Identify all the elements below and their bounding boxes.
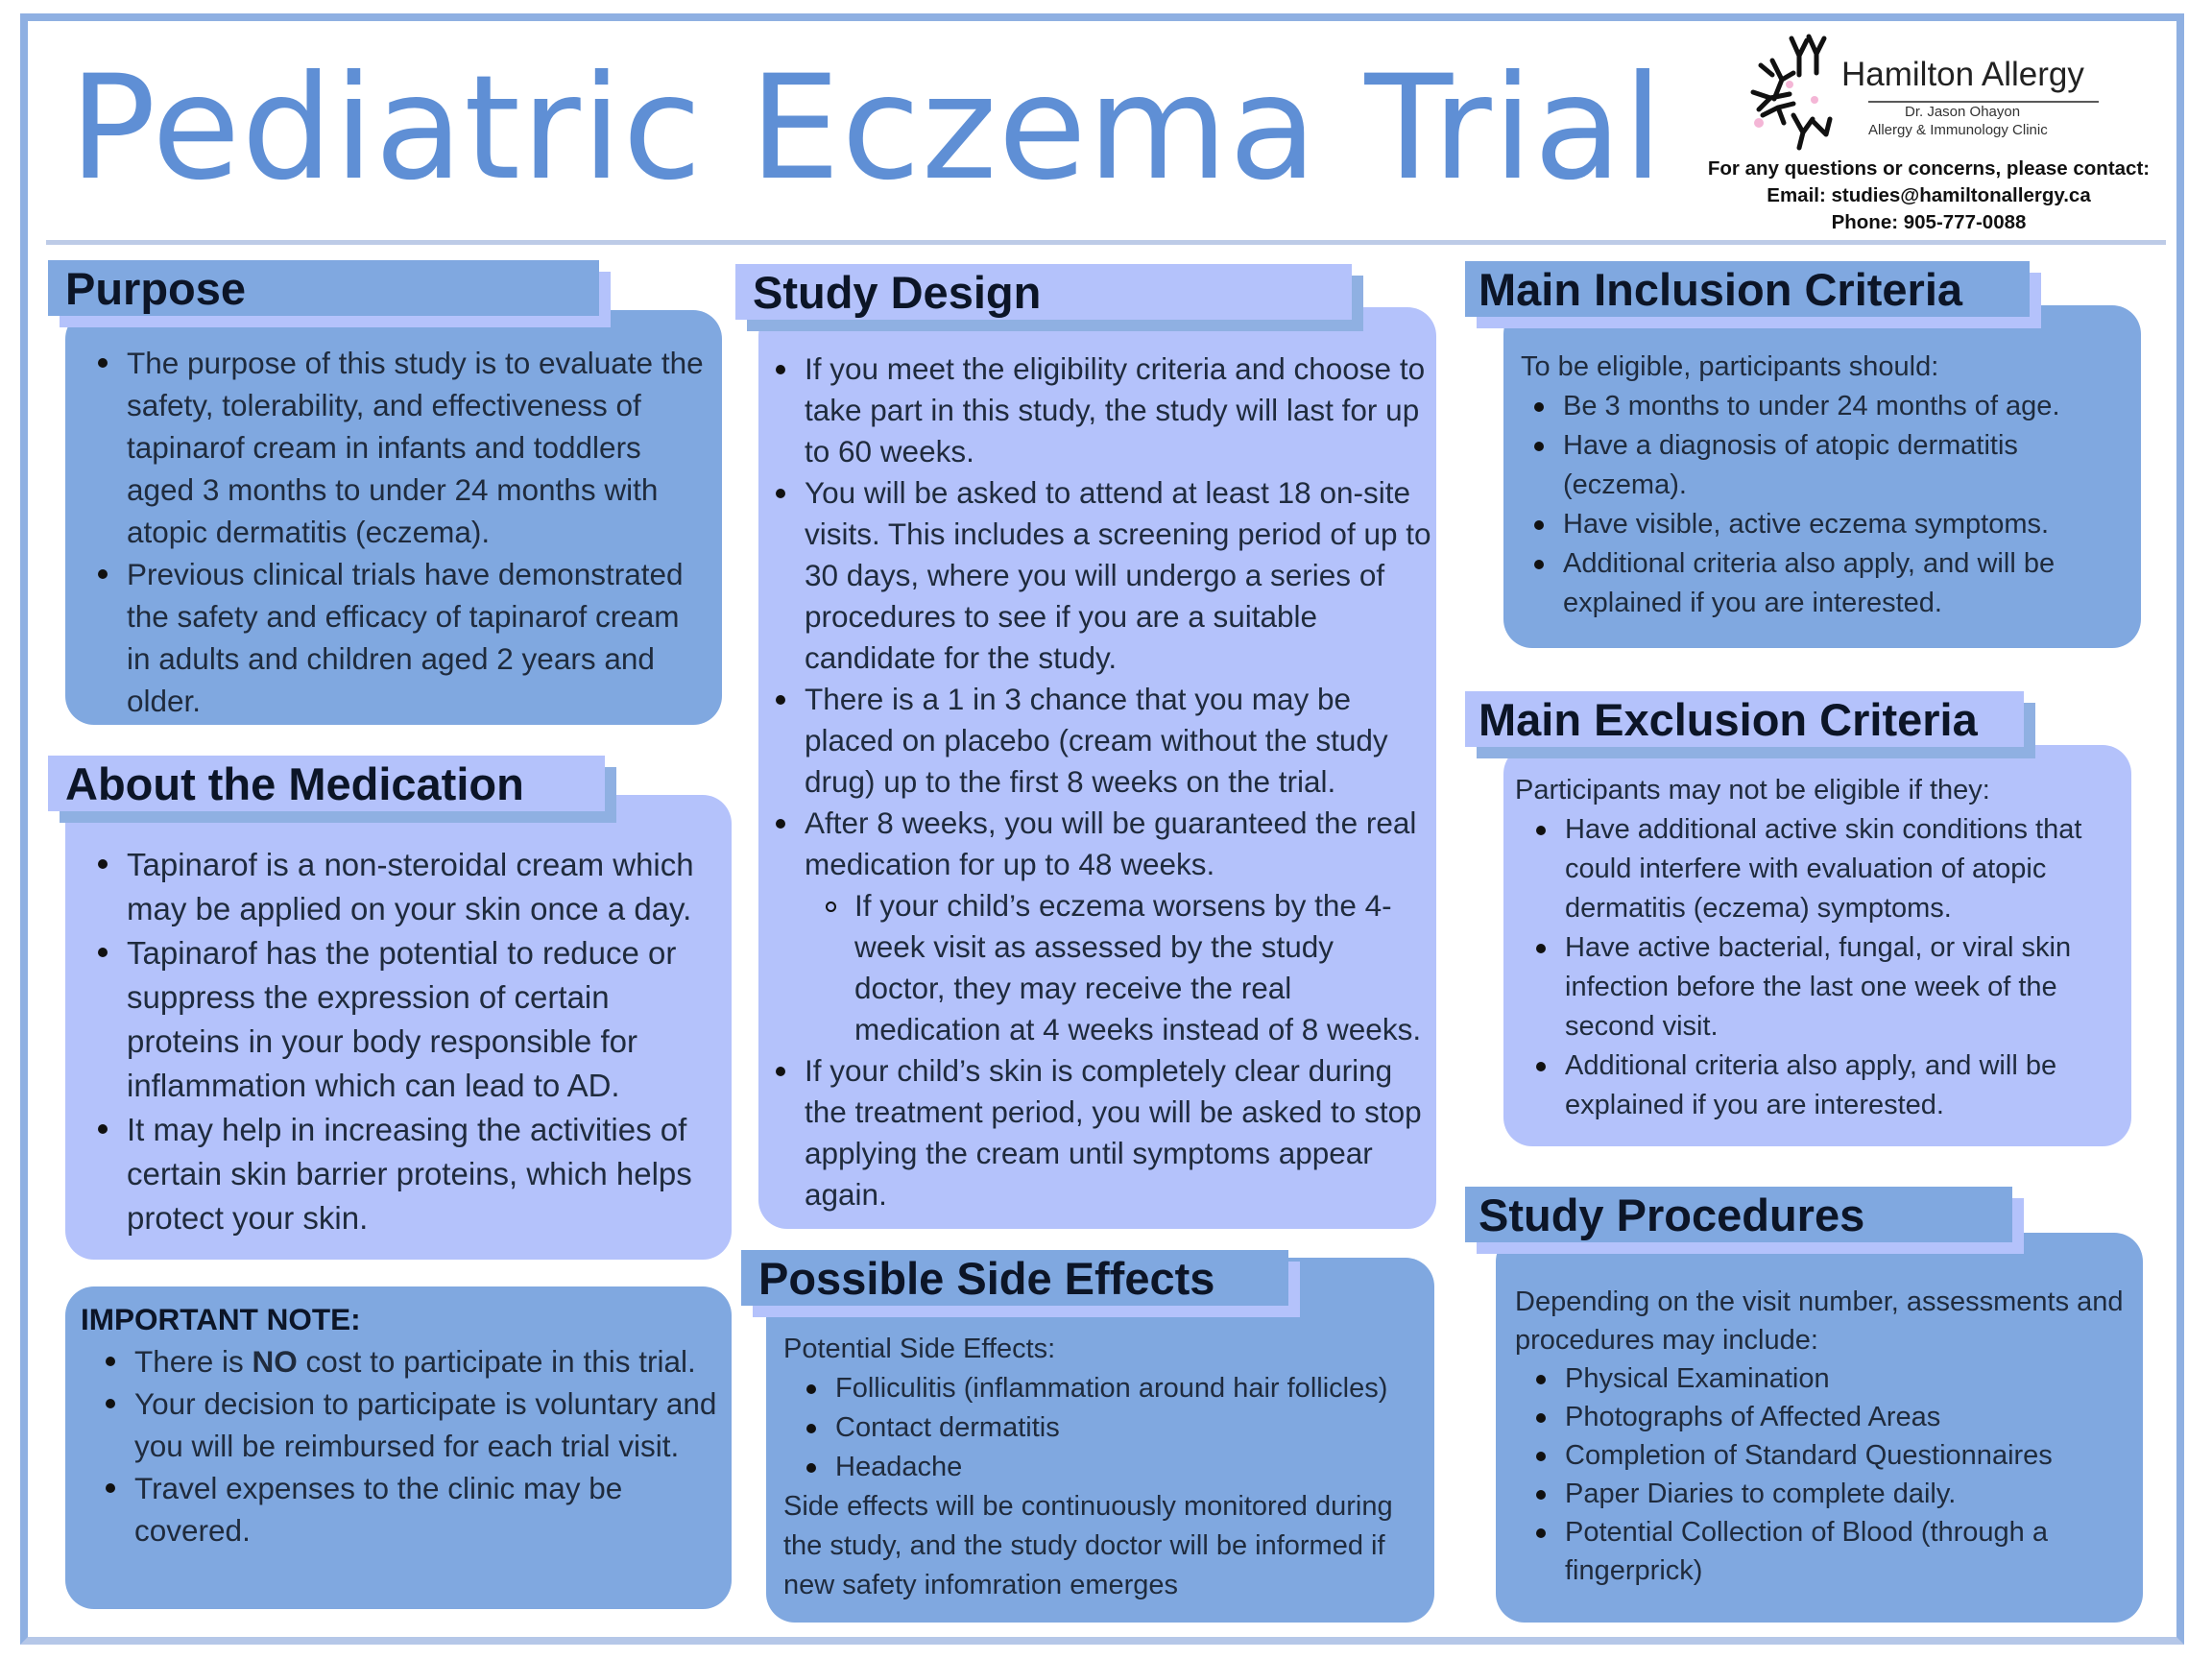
design-item: If your child’s skin is completely clear during the treatment period, you will be asked to stop applying the cream until symptoms appear again. [774, 1050, 1432, 1215]
side-effects-content [783, 1330, 1429, 1605]
side-effects-lead: Potential Side Effects: [783, 1334, 1056, 1364]
side-effects-heading: Possible Side Effects [741, 1250, 1288, 1306]
exclusion-heading: Main Exclusion Criteria [1465, 691, 2024, 747]
design-item: There is a 1 in 3 chance that you may be placed on placebo (cream without the study drug) up to the first 8 weeks on the trial. [774, 679, 1432, 803]
design-item: If you meet the eligibility criteria and choose to take part in this study, the study will last for up to 60 weeks. [774, 349, 1432, 472]
medication-heading: About the Medication [48, 756, 605, 811]
procedure-item: Physical Examination [1534, 1359, 2129, 1398]
inclusion-header [1465, 261, 2030, 317]
note-item: There is NO cost to participate in this trial. [104, 1340, 724, 1382]
exclusion-content [1515, 771, 2129, 1125]
study-design-header [735, 264, 1352, 320]
procedure-item: Potential Collection of Blood (through a fingerprick) [1534, 1513, 2129, 1590]
page-title: Pediatric Eczema Trial [69, 45, 1665, 212]
medication-content [96, 843, 722, 1240]
contact-email[interactable]: Email: studies@hamiltonallergy.ca [1767, 184, 2091, 206]
contact-line: For any questions or concerns, please contact: [1707, 157, 2151, 180]
inclusion-content [1521, 348, 2135, 623]
side-effects-note: Side effects will be continuously monitored during the study, and the study doctor will be informed if new safety infomration emerges [783, 1491, 1393, 1600]
inclusion-item: Have visible, active eczema symptoms. [1532, 505, 2135, 544]
design-subitem: If your child’s eczema worsens by the 4-week visit as assessed by the study doctor, they may receive the real medication at 4 weeks instead of 8 weeks. [824, 885, 1432, 1050]
contact-info [1690, 156, 2168, 236]
medication-item: It may help in increasing the activities of certain skin barrier proteins, which helps protect your skin. [96, 1108, 722, 1240]
inclusion-heading: Main Inclusion Criteria [1465, 261, 2030, 317]
medication-item: Tapinarof is a non-steroidal cream which may be applied on your skin once a day. [96, 843, 722, 931]
exclusion-lead: Participants may not be eligible if they: [1515, 775, 1990, 805]
side-effect-item: Headache [805, 1448, 1429, 1487]
side-effect-item: Contact dermatitis [805, 1408, 1429, 1448]
exclusion-item: Have active bacterial, fungal, or viral skin infection before the last one week of the second visit. [1534, 928, 2129, 1046]
purpose-item: The purpose of this study is to evaluate the safety, tolerability, and effectiveness of tapinarof cream in infants and toddlers aged 3 months to under 24 months with atopic dermatitis (eczema). [96, 342, 710, 553]
study-design-heading: Study Design [735, 264, 1352, 320]
header-divider [46, 240, 2166, 245]
procedures-heading: Study Procedures [1465, 1187, 2012, 1242]
logo-clinic: Allergy & Immunology Clinic [1868, 122, 2048, 138]
design-item: You will be asked to attend at least 18 on-site visits. This includes a screening period of up to 30 days, where you will undergo a series of procedures to see if you are a suitable candidate for the study. [774, 472, 1432, 679]
medication-header [48, 756, 605, 811]
purpose-header [48, 260, 599, 316]
purpose-content [96, 342, 710, 722]
logo-doctor: Dr. Jason Ohayon [1905, 104, 2021, 120]
design-item: After 8 weeks, you will be guaranteed the real medication for up to 48 weeks. [774, 803, 1432, 885]
inclusion-item: Additional criteria also apply, and will be explained if you are interested. [1532, 544, 2135, 623]
procedures-content [1515, 1283, 2129, 1590]
procedures-lead: Depending on the visit number, assessments and procedures may include: [1515, 1286, 2124, 1356]
side-effects-header [741, 1250, 1288, 1306]
exclusion-item: Additional criteria also apply, and will be explained if you are interested. [1534, 1046, 2129, 1125]
exclusion-item: Have additional active skin conditions that could interfere with evaluation of atopic dermatitis (eczema) symptoms. [1534, 810, 2129, 928]
inclusion-item: Have a diagnosis of atopic dermatitis (eczema). [1532, 426, 2135, 505]
study-design-content [774, 349, 1432, 1215]
contact-phone[interactable]: Phone: 905-777-0088 [1831, 211, 2027, 233]
procedures-header [1465, 1187, 2012, 1242]
note-item: Travel expenses to the clinic may be covered. [104, 1467, 724, 1551]
purpose-item: Previous clinical trials have demonstrated the safety and efficacy of tapinarof cream in adults and children aged 2 years and older. [96, 553, 710, 722]
purpose-heading: Purpose [48, 260, 599, 316]
important-note-heading: IMPORTANT NOTE: [81, 1302, 361, 1336]
logo-name: Hamilton Allergy [1841, 56, 2084, 93]
important-note-content [81, 1298, 724, 1551]
no-cost-emphasis: NO [252, 1344, 298, 1379]
exclusion-header [1465, 691, 2024, 747]
side-effect-item: Folliculitis (inflammation around hair follicles) [805, 1369, 1429, 1408]
inclusion-lead: To be eligible, participants should: [1521, 351, 1939, 382]
medication-item: Tapinarof has the potential to reduce or suppress the expression of certain proteins in your body responsible for inflammation which can lead to AD. [96, 931, 722, 1108]
procedure-item: Completion of Standard Questionnaires [1534, 1436, 2129, 1475]
procedure-item: Paper Diaries to complete daily. [1534, 1475, 2129, 1513]
procedure-item: Photographs of Affected Areas [1534, 1398, 2129, 1436]
note-item: Your decision to participate is voluntary and you will be reimbursed for each trial visit. [104, 1382, 724, 1467]
inclusion-item: Be 3 months to under 24 months of age. [1532, 387, 2135, 426]
